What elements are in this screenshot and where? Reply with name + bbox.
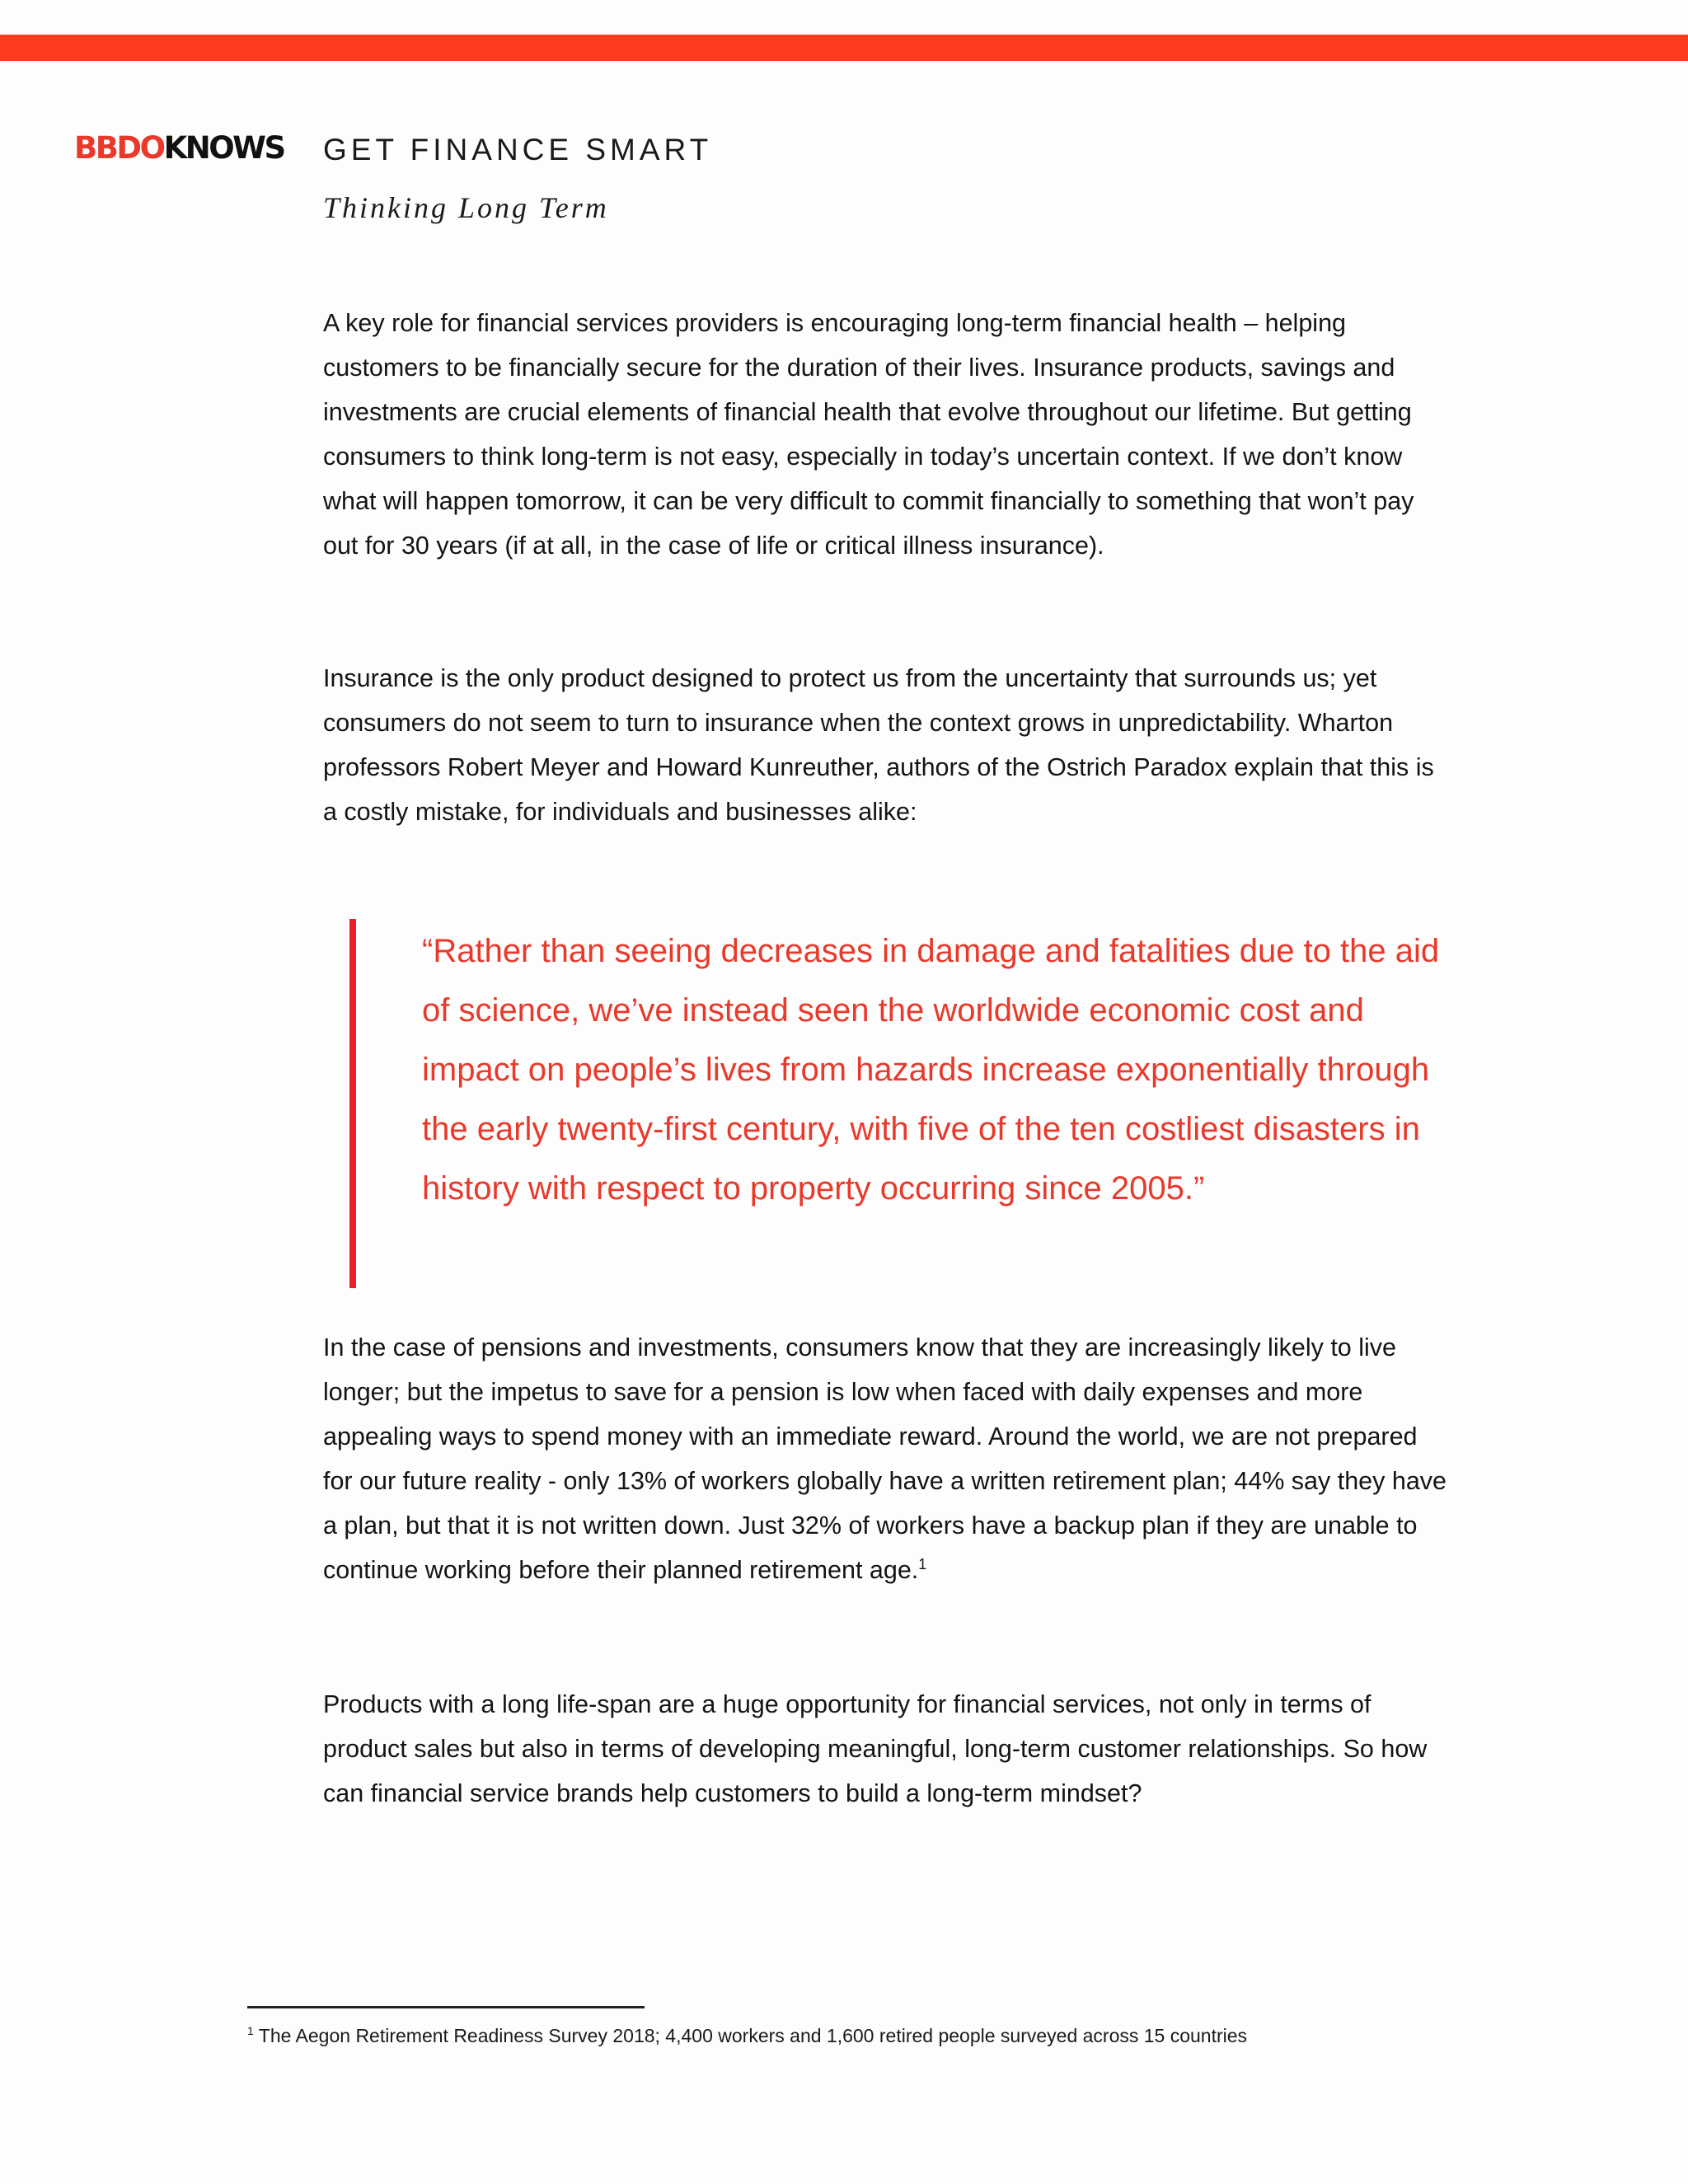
bbdo-knows-logo [74, 132, 284, 165]
paragraph-2: Insurance is the only product designed to protect us from the uncertainty that surrounds us; yet consumers do not seem to turn to insurance when the context grows in unpredictability. Wharton professors Robert Meyer and Howard Kunreuther, authors of the Ostrich Paradox explain that this is a costly mistake, for individuals and businesses alike: [323, 664, 1434, 826]
pull-quote: “Rather than seeing decreases in damage and fatalities due to the aid of science, we’ve instead seen the worldwide economic cost and impact on people’s lives from hazards increase exponentially through the early twenty-first century, with five of the ten costliest disasters in history with respect to property occurring since 2005.” [422, 933, 1440, 1207]
page-title: GET FINANCE SMART [323, 133, 713, 166]
paragraph-3-text: In the case of pensions and investments, consumers know that they are increasingly likely to live longer; but the impetus to save for a pension is low when faced with daily expenses and more appealing ways to spend money with an immediate reward. Around the world, we are not prepared for our future reality - only 13% of workers globally have a written retirement plan; 44% say they have a plan, but that it is not written down. Just 32% of workers have a backup plan if they are unable to continue working before their planned retirement age. [323, 1333, 1447, 1584]
logo-bbdo-text: BBDO [74, 130, 164, 166]
footnote-divider [247, 2006, 645, 2008]
paragraph-1: A key role for financial services providers is encouraging long-term financial health – helping customers to be financially secure for the duration of their lives. Insurance products, savings and investments are crucial elements of financial health that evolve throughout our lifetime. But getting consumers to think long-term is not easy, especially in today’s uncertain context. If we don’t know what will happen tomorrow, it can be very difficult to commit financially to something that won’t pay out for 30 years (if at all, in the case of life or critical illness insurance). [323, 309, 1414, 560]
footnote [247, 2022, 1247, 2050]
paragraph-3 [323, 1325, 1452, 1592]
quote-accent-bar [349, 919, 356, 1288]
footnote-text: The Aegon Retirement Readiness Survey 2018; 4,400 workers and 1,600 retired people surveyed across 15 countries [258, 2025, 1248, 2046]
logo-knows-text: KNOWS [163, 130, 284, 166]
paragraph-4: Products with a long life-span are a huge opportunity for financial services, not only in terms of product sales but also in terms of developing meaningful, long-term customer relationships. So how can financial service brands help customers to build a long-term mindset? [323, 1690, 1428, 1807]
footnote-number: 1 [247, 2024, 254, 2038]
top-accent-bar [0, 35, 1688, 61]
footnote-reference: 1 [918, 1555, 927, 1572]
page-subtitle: Thinking Long Term [323, 191, 609, 224]
